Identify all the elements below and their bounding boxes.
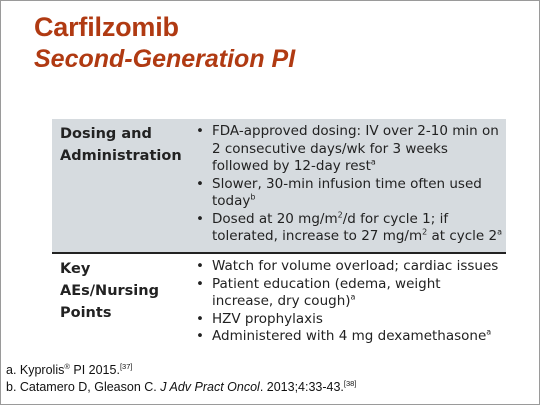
list-item: • FDA-approved dosing: IV over 2-10 min on 2 consecutive days/wk for 3 weeks followed by 12-day rest$^a$	[194, 123, 504, 176]
bullet-list-aes	[194, 258, 504, 346]
slide-title: Carfilzomib	[34, 12, 179, 42]
row-header-aes: Key AEs/Nursing Points	[60, 261, 159, 321]
reference-a: a. Kyprolis® PI 2015.[37]	[6, 361, 133, 377]
list-item: • Administered with 4 mg dexamethasone$^a$	[194, 328, 504, 346]
references	[6, 362, 356, 396]
list-item: • Watch for volume overload; cardiac issues	[194, 258, 504, 276]
list-item: • Slower, 30-min infusion time often used today$^b$	[194, 176, 504, 211]
list-item: • Patient education (edema, weight increase, dry cough)$^a$	[194, 276, 504, 311]
list-item: • Dosed at 20 $mg/m^2/d$ for cycle 1; if tolerated, increase to 27 $mg/m^2$ at cycle 2$^a$	[194, 211, 504, 246]
bullet-list-dosing	[194, 123, 504, 246]
slide-subtitle: Second-Generation PI	[34, 45, 296, 73]
table-row-dosing	[52, 119, 506, 252]
table-row-aes	[52, 254, 506, 354]
row-header-dosing: Dosing and Administration	[60, 126, 182, 164]
reference-b: b. Catamero D, Gleason C. J Adv Pract Oncol. 2013;4:33-43.[38]	[6, 378, 357, 394]
list-item: • HZV prophylaxis	[194, 311, 504, 329]
